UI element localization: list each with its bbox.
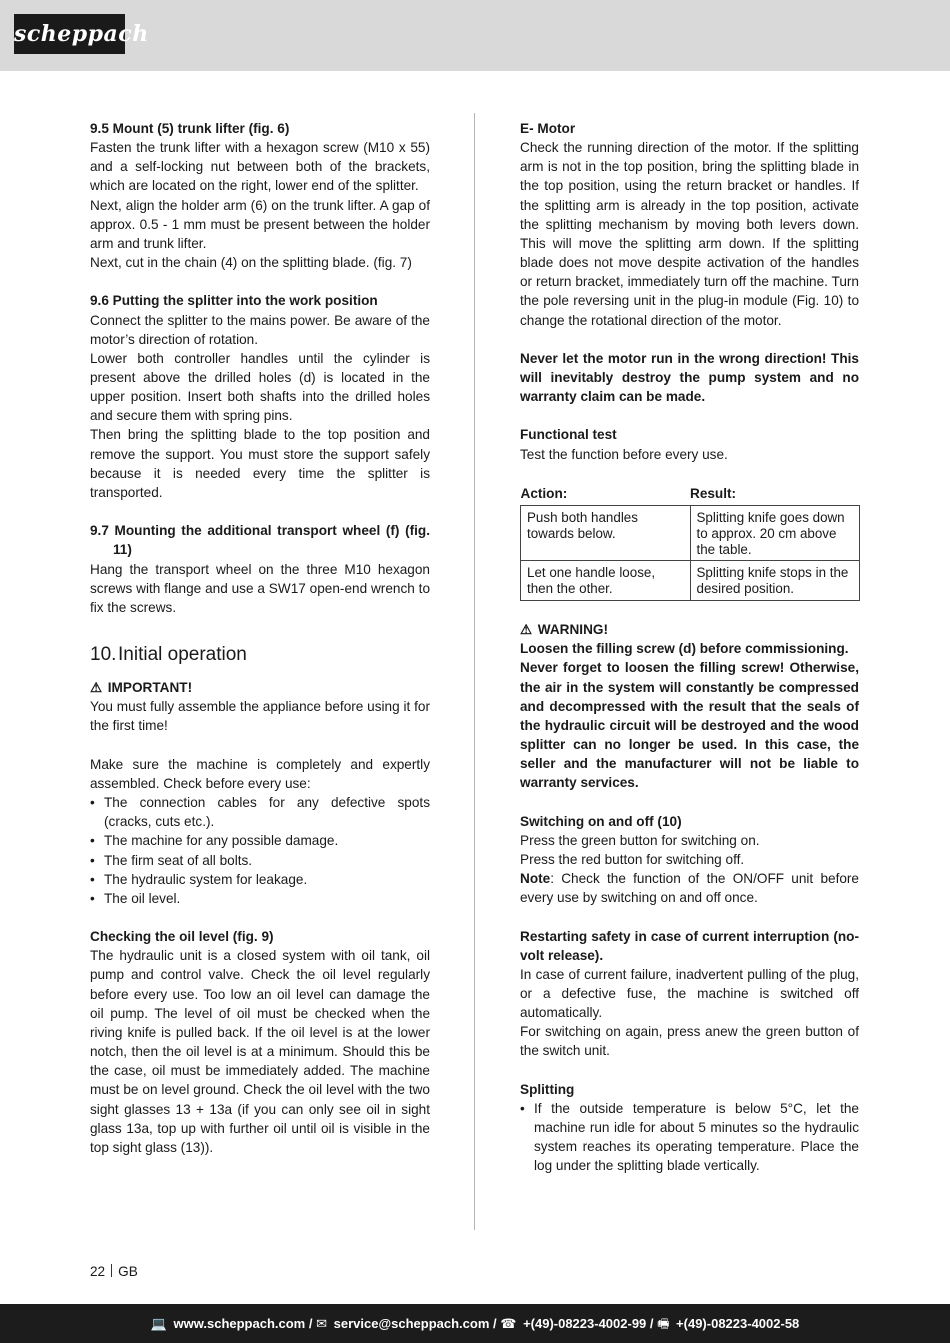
check-list-item: • The machine for any possible damage. [90,831,430,850]
warning-heading [520,620,859,639]
section-9-5-para-3: Next, cut in the chain (4) on the splitting blade. (fig. 7) [90,255,412,271]
section-9-5-para-1: Fasten the trunk lifter with a hexagon screw (M10 x 55) and a self-locking nut between both of the brackets, which are located on the right, lower end of the splitter. [90,140,430,194]
page-footer [0,1304,950,1343]
splitting-heading: Splitting [520,1081,575,1097]
check-list-item: • The firm seat of all bolts. [90,851,430,870]
note-text: : Check the function of the ON/OFF unit before every use by switching on and off once. [520,871,859,906]
page-language: GB [118,1264,138,1279]
switching-line-2: Press the red button for switching off. [520,851,745,867]
table-row [521,561,860,601]
important-title: IMPORTANT! [107,680,193,696]
footer-website[interactable]: www.scheppach.com / [173,1316,313,1331]
section-9-5-heading: 9.5 Mount (5) trunk lifter (fig. 6) [90,121,290,136]
splitting-list [520,1099,859,1176]
warning-para-2: Never forget to loosen the filling screw! Otherwise, the air in the system will constantly be compressed and decompressed with the result that the seals of the hydraulic circuit will be destroyed and the wood splitter can no longer be used. In this case, the seller and the manufacturer will not be liable to warranty services. [520,660,859,791]
functional-test-heading: Functional test [520,427,617,443]
emotor-heading: E- Motor [520,121,576,136]
switching-heading: Switching on and off (10) [520,813,682,829]
section-10-number: 10. [90,644,117,666]
table-cell-result: Splitting knife goes down to approx. 20 cm above the table. [690,505,860,560]
section-9-6-heading: 9.6 Putting the splitter into the work position [90,293,378,309]
scheppach-logo: scheppach [14,14,125,54]
right-column [520,119,859,1176]
section-9-6-para-3: Then bring the splitting blade to the top position and remove the support. You must store the support safely because it is needed every time the splitter is transported. [90,427,430,500]
warning-triangle-icon: ⚠ [90,680,103,696]
emotor-text: Check the running direction of the motor. If the splitting arm is not in the top position, bring the splitting blade in the top position, using the return bracket or handles. If the splitting arm is already in the top position, activate the splitting mechanism by moving both levers down. This will move the splitting arm down. If the splitting blade does not move despite activation of the handles or return bracket, immediately turn off the machine. Turn the pole reversing unit in the plug-in module (Fig. 10) to change the rotational direction of the motor. [520,140,859,328]
page-header [0,0,950,71]
important-heading [90,678,430,697]
computer-icon: 💻 [150,1316,167,1331]
mail-icon: ✉ [316,1316,327,1331]
footer-fax: +(49)-08223-4002-58 [676,1316,800,1331]
restart-para-2: For switching on again, press anew the green button of the switch unit. [520,1024,859,1059]
important-text: You must fully assemble the appliance before using it for the first time! [90,699,430,734]
table-header-action: Action: [520,485,568,501]
page-number-separator [111,1264,112,1277]
oil-level-text: The hydraulic unit is a closed system with oil tank, oil pump and control valve. Check the oil level regularly before every use. Too low an oil level can damage the oil pump. The level of oil must be checked when the riving knife is pulled back. If the oil level is at the lower notch, then the oil level is at a minimum. Should this be the case, oil must be immediately added. The machine must be on level ground. Check the oil level with the two sight glasses 13 + 13a (if you can only see oil in sight glass 13a, top up with further oil until oil is visible in the top sight glass (13)). [90,948,430,1155]
check-list-item: • The hydraulic system for leakage. [90,870,430,889]
table-cell-action: Let one handle loose, then the other. [521,561,691,601]
table-cell-result: Splitting knife stops in the desired position. [690,561,860,601]
footer-phone: +(49)-08223-4002-99 / [523,1316,654,1331]
section-9-5-para-2: Next, align the holder arm (6) on the trunk lifter. A gap of approx. 0.5 - 1 mm must be present between the holder arm and trunk lifter. [90,197,430,251]
restart-heading: Restarting safety in case of current interruption (no-volt release). [520,928,859,963]
note-label: Note [520,871,551,887]
warning-triangle-icon: ⚠ [520,622,533,638]
functional-test-text: Test the function before every use. [520,446,728,462]
page-number-value: 22 [90,1264,106,1279]
check-list-item: • The oil level. [90,889,430,908]
table-row [521,505,860,560]
section-9-6-para-2: Lower both controller handles until the cylinder is present above the drilled holes (d) is located in the upper position. Insert both shafts into the drilled holes and secure them with spring pins. [90,350,430,424]
switching-note [520,869,859,907]
section-10-title: Initial operation [118,644,247,666]
section-9-6-para-1: Connect the splitter to the mains power. Be aware of the motor’s direction of rotation. [90,312,430,347]
fax-icon: 🖷 [657,1316,670,1331]
page-number [90,1264,138,1279]
section-10-heading [90,643,430,667]
switching-line-1: Press the green button for switching on. [520,832,760,848]
phone-icon: ☎ [500,1316,517,1331]
check-list [90,793,430,908]
check-list-item: • The connection cables for any defective spots (cracks, cuts etc.). [90,793,430,831]
warning-para-1: Loosen the filling screw (d) before commissioning. [520,641,849,657]
section-9-7-heading: 9.7 Mounting the additional transport wheel (f) (fig. 11) [90,523,430,558]
action-result-table [520,485,860,601]
splitting-list-item: • If the outside temperature is below 5°C, let the machine run idle for about 5 minutes so the hydraulic system reaches its operating temperature. Place the log under the splitting blade vertically. [520,1099,859,1176]
section-9-7-para-1: Hang the transport wheel on the three M10 hexagon screws with flange and use a SW17 open-end wrench to fix the screws. [90,561,430,615]
never-warning-text: Never let the motor run in the wrong direction! This will inevitably destroy the pump system and no warranty claim can be made. [520,350,859,405]
check-intro: Make sure the machine is completely and expertly assembled. Check before every use: [90,756,430,791]
column-divider [474,113,475,1230]
table-cell-action: Push both handles towards below. [521,505,691,560]
footer-email[interactable]: service@scheppach.com / [333,1316,497,1331]
left-column [90,119,430,1157]
oil-level-heading: Checking the oil level (fig. 9) [90,929,274,945]
table-header-result: Result: [690,485,737,501]
restart-para-1: In case of current failure, inadvertent pulling of the plug, or a defective fuse, the machine is switched off automatically. [520,966,859,1021]
warning-title: WARNING! [537,622,609,638]
